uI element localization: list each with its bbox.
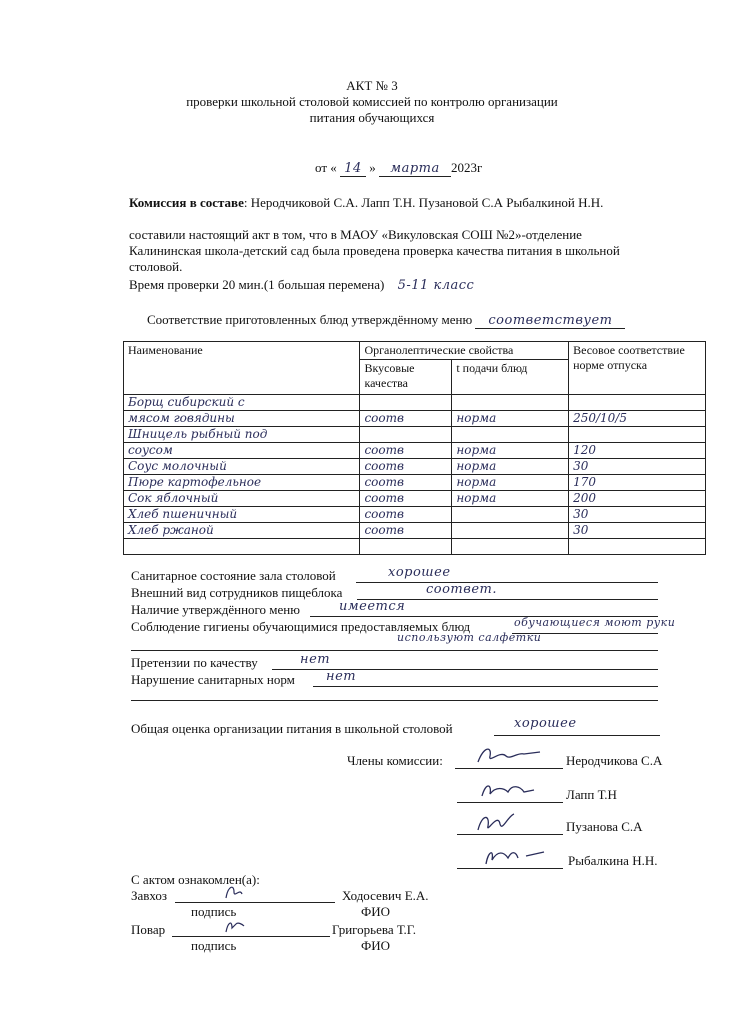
dish-temp-cell bbox=[452, 539, 569, 555]
body-line1: составили настоящий акт в том, что в МАОУ «Викуловская СОШ №2»-отделение bbox=[129, 227, 582, 242]
role1-sign-line bbox=[175, 902, 335, 903]
role1-label: Завхоз bbox=[131, 888, 168, 903]
staff-label: Внешний вид сотрудников пищеблока bbox=[131, 585, 343, 600]
dish-weight-cell: 30 bbox=[569, 507, 706, 523]
table-row bbox=[124, 427, 706, 443]
dish-weight-cell: 250/10/5 bbox=[569, 411, 706, 427]
dish-weight-cell: 30 bbox=[569, 523, 706, 539]
dish-temp-cell: норма bbox=[452, 443, 569, 459]
table-row bbox=[124, 411, 706, 427]
violations-underline bbox=[313, 686, 658, 687]
dish-name-cell: Шницель рыбный под bbox=[124, 427, 360, 443]
dish-temp-cell: норма bbox=[452, 459, 569, 475]
dish-name-cell: Хлеб пшеничный bbox=[124, 507, 360, 523]
dish-name-cell: мясом говядины bbox=[124, 411, 360, 427]
role1-signature bbox=[222, 880, 246, 902]
act-subtitle-line1: проверки школьной столовой комиссией по контролю организации bbox=[186, 94, 558, 109]
role2-label: Повар bbox=[131, 922, 166, 937]
col-organoleptic-header: Органолептические свойства bbox=[360, 342, 569, 360]
table-row bbox=[124, 395, 706, 411]
dish-temp-cell: норма bbox=[452, 411, 569, 427]
dish-weight-cell bbox=[569, 539, 706, 555]
member4-signature bbox=[482, 842, 552, 868]
dish-temp-cell: норма bbox=[452, 491, 569, 507]
commission-label: Комиссия в составе bbox=[129, 195, 244, 210]
act-subtitle-line2: питания обучающихся bbox=[309, 110, 435, 125]
hygiene-value-2: используют салфетки bbox=[397, 631, 542, 644]
dish-name-cell: Хлеб ржаной bbox=[124, 523, 360, 539]
violations-label: Нарушение санитарных норм bbox=[131, 672, 295, 687]
dish-taste-cell bbox=[360, 427, 452, 443]
col-name-header: Наименование bbox=[124, 342, 360, 395]
member2-signature bbox=[478, 778, 538, 802]
members-label: Члены комиссии: bbox=[347, 753, 443, 768]
role2-signature bbox=[222, 914, 248, 936]
dish-weight-cell bbox=[569, 427, 706, 443]
hygiene-label: Соблюдение гигиены обучающимися предоставляемых блюд bbox=[131, 619, 471, 634]
member1-name: Неродчикова С.А bbox=[566, 753, 663, 768]
date-line bbox=[315, 160, 482, 177]
dish-temp-cell bbox=[452, 507, 569, 523]
col-weight-header: Весовое соответствие норме отпуска bbox=[569, 342, 706, 395]
time-line bbox=[129, 277, 474, 293]
table-row bbox=[124, 523, 706, 539]
violations-underline-2 bbox=[131, 700, 658, 701]
role2-name: Григорьева Т.Г. bbox=[332, 922, 417, 937]
commission-members: : Неродчиковой С.А. Лапп Т.Н. Пузановой С.А Рыбалкиной Н.Н. bbox=[243, 195, 604, 210]
dish-taste-cell bbox=[360, 395, 452, 411]
date-mid: » bbox=[369, 160, 376, 175]
table-row bbox=[124, 539, 706, 555]
role2-sign-caption: подпись bbox=[191, 938, 237, 953]
member3-name: Пузанова С.А bbox=[566, 819, 643, 834]
sanitary-label: Санитарное состояние зала столовой bbox=[131, 568, 336, 583]
date-day: 14 bbox=[340, 161, 366, 177]
claims-value: нет bbox=[300, 652, 331, 667]
time-label: Время проверки 20 мин.(1 большая перемена) bbox=[129, 277, 385, 292]
violations-value: нет bbox=[326, 669, 357, 684]
member4-sign-line bbox=[457, 868, 563, 869]
sanitary-underline bbox=[356, 582, 658, 583]
overall-label: Общая оценка организации питания в школьной столовой bbox=[131, 721, 453, 736]
dish-weight-cell: 200 bbox=[569, 491, 706, 507]
menu-presence-value: имеется bbox=[339, 599, 406, 614]
dish-name-cell: Пюре картофельное bbox=[124, 475, 360, 491]
dish-name-cell bbox=[124, 539, 360, 555]
dishes-table bbox=[123, 341, 706, 555]
dish-name-cell: Борщ сибирский с bbox=[124, 395, 360, 411]
dish-temp-cell bbox=[452, 395, 569, 411]
dish-taste-cell: соотв bbox=[360, 507, 452, 523]
role1-name: Ходосевич Е.А. bbox=[342, 888, 429, 903]
member1-signature bbox=[474, 742, 544, 768]
dish-temp-cell bbox=[452, 427, 569, 443]
dish-temp-cell bbox=[452, 523, 569, 539]
dish-name-cell: Соус молочный bbox=[124, 459, 360, 475]
staff-value: соответ. bbox=[426, 582, 497, 597]
dish-taste-cell: соотв bbox=[360, 443, 452, 459]
dish-name-cell: Сок яблочный bbox=[124, 491, 360, 507]
col-temp-header: t подачи блюд bbox=[452, 360, 569, 395]
hygiene-value-1: обучающиеся моют руки bbox=[514, 616, 676, 629]
dish-taste-cell: соотв bbox=[360, 491, 452, 507]
claims-label: Претензии по качеству bbox=[131, 655, 258, 670]
date-month: марта bbox=[379, 161, 451, 177]
table-row bbox=[124, 491, 706, 507]
role2-sign-line bbox=[172, 936, 330, 937]
table-row bbox=[124, 507, 706, 523]
table-row bbox=[124, 443, 706, 459]
time-value: 5-11 класс bbox=[397, 278, 475, 293]
dish-weight-cell: 170 bbox=[569, 475, 706, 491]
menu-check-value: соответствует bbox=[475, 313, 625, 329]
dish-weight-cell: 120 bbox=[569, 443, 706, 459]
dish-taste-cell bbox=[360, 539, 452, 555]
member3-signature bbox=[474, 808, 520, 836]
body-line2: Калининская школа-детский сад была проведена проверка качества питания в школьной bbox=[129, 243, 620, 258]
member4-name: Рыбалкина Н.Н. bbox=[568, 853, 658, 868]
member1-sign-line bbox=[455, 768, 563, 769]
dish-name-cell: соусом bbox=[124, 443, 360, 459]
table-row bbox=[124, 459, 706, 475]
sanitary-value: хорошее bbox=[388, 565, 451, 580]
dish-weight-cell bbox=[569, 395, 706, 411]
role1-fio-caption: ФИО bbox=[361, 904, 391, 919]
dish-taste-cell: соотв bbox=[360, 459, 452, 475]
act-title: АКТ № 3 bbox=[346, 78, 398, 93]
menu-presence-label: Наличие утверждённого меню bbox=[131, 602, 300, 617]
dish-taste-cell: соотв bbox=[360, 411, 452, 427]
dish-taste-cell: соотв bbox=[360, 475, 452, 491]
member2-sign-line bbox=[457, 802, 563, 803]
date-prefix: от « bbox=[315, 160, 337, 175]
date-year: 2023г bbox=[451, 160, 483, 175]
commission-line bbox=[129, 195, 603, 211]
overall-value: хорошее bbox=[514, 716, 577, 731]
menu-check-label: Соответствие приготовленных блюд утверждённому меню bbox=[147, 312, 473, 327]
table-row bbox=[124, 475, 706, 491]
col-taste-header: Вкусовые качества bbox=[360, 360, 452, 395]
role2-fio-caption: ФИО bbox=[361, 938, 391, 953]
body-line3: столовой. bbox=[129, 259, 183, 274]
dish-weight-cell: 30 bbox=[569, 459, 706, 475]
member2-name: Лапп Т.Н bbox=[566, 787, 617, 802]
dish-taste-cell: соотв bbox=[360, 523, 452, 539]
hygiene-underline-2 bbox=[131, 650, 658, 651]
overall-underline bbox=[494, 735, 660, 736]
acquainted-label: С актом ознакомлен(а): bbox=[131, 872, 260, 887]
role1-sign-caption: подпись bbox=[191, 904, 237, 919]
menu-check-line bbox=[147, 312, 625, 329]
dish-temp-cell: норма bbox=[452, 475, 569, 491]
